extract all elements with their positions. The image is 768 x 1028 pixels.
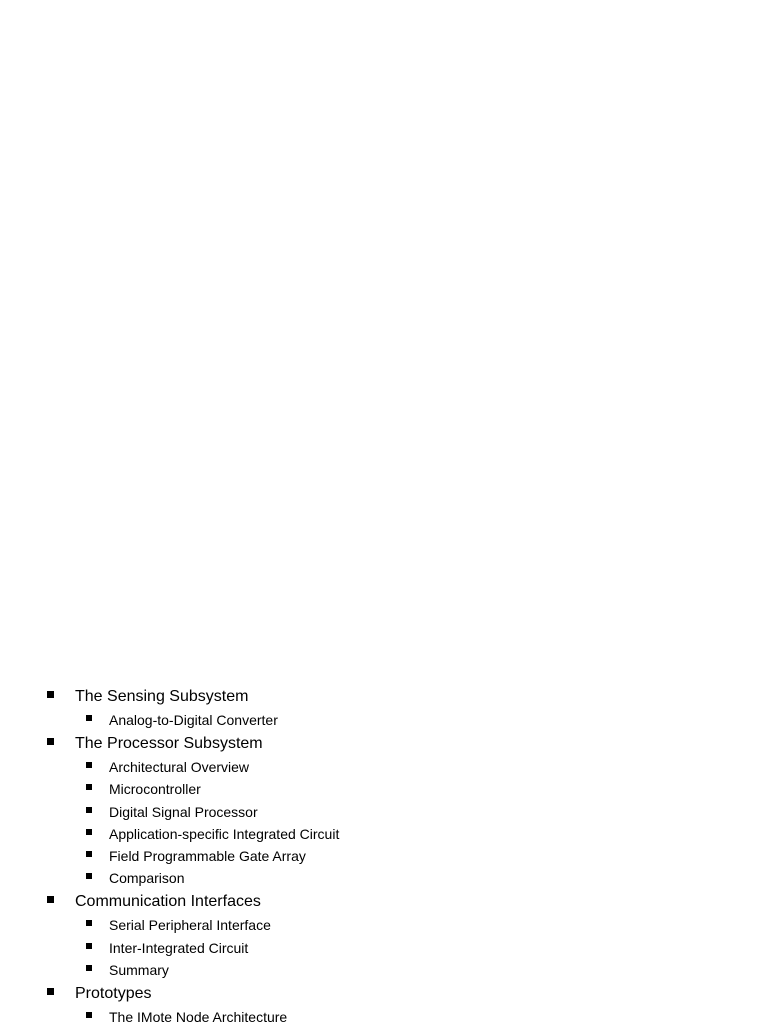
subsection-title: Microcontroller <box>109 781 201 798</box>
subsection-item <box>0 801 768 823</box>
square-bullet-icon <box>86 873 92 879</box>
section-heading <box>0 889 768 914</box>
section-heading <box>0 981 768 1006</box>
subsection-item <box>0 959 768 981</box>
subsection-item <box>0 845 768 867</box>
subsection-title: Inter-Integrated Circuit <box>109 939 249 956</box>
subsection-title: Serial Peripheral Interface <box>109 917 271 934</box>
square-bullet-icon <box>86 920 92 926</box>
section-heading <box>0 684 768 709</box>
square-bullet-icon <box>86 829 92 835</box>
section-title: Communication Interfaces <box>75 893 261 911</box>
section-title: The Sensing Subsystem <box>75 688 249 705</box>
subsection-list <box>0 914 768 981</box>
square-bullet-icon <box>86 784 92 790</box>
subsection-list <box>0 709 768 731</box>
subsection-title: Summary <box>109 961 169 978</box>
square-bullet-icon <box>47 988 54 995</box>
outline-section <box>0 684 768 731</box>
section-title: The Processor Subsystem <box>75 735 263 753</box>
subsection-item <box>0 1006 768 1028</box>
square-bullet-icon <box>86 762 92 768</box>
subsection-title: Application-specific Integrated Circuit <box>109 825 340 842</box>
subsection-title: The IMote Node Architecture <box>109 1008 288 1025</box>
subsection-item <box>0 778 768 800</box>
square-bullet-icon <box>86 851 92 857</box>
document-outline <box>0 684 768 1028</box>
subsection-list <box>0 1006 768 1028</box>
subsection-item <box>0 937 768 959</box>
square-bullet-icon <box>86 965 92 971</box>
square-bullet-icon <box>47 691 54 698</box>
subsection-item <box>0 914 768 936</box>
square-bullet-icon <box>47 896 54 903</box>
subsection-title: Comparison <box>109 870 185 887</box>
outline-section <box>0 889 768 981</box>
section-title: Prototypes <box>75 984 152 1002</box>
square-bullet-icon <box>86 715 92 721</box>
outline-section <box>0 731 768 889</box>
subsection-item <box>0 709 768 731</box>
subsection-title: Digital Signal Processor <box>109 803 258 820</box>
square-bullet-icon <box>86 1012 92 1018</box>
subsection-title: Analog-to-Digital Converter <box>109 712 278 728</box>
square-bullet-icon <box>47 738 54 745</box>
subsection-title: Architectural Overview <box>109 759 250 776</box>
subsection-item <box>0 823 768 845</box>
outline-section <box>0 981 768 1028</box>
subsection-list <box>0 756 768 889</box>
square-bullet-icon <box>86 807 92 813</box>
subsection-title: Field Programmable Gate Array <box>109 847 306 864</box>
subsection-item <box>0 756 768 778</box>
square-bullet-icon <box>86 943 92 949</box>
section-heading <box>0 731 768 756</box>
subsection-item <box>0 867 768 889</box>
